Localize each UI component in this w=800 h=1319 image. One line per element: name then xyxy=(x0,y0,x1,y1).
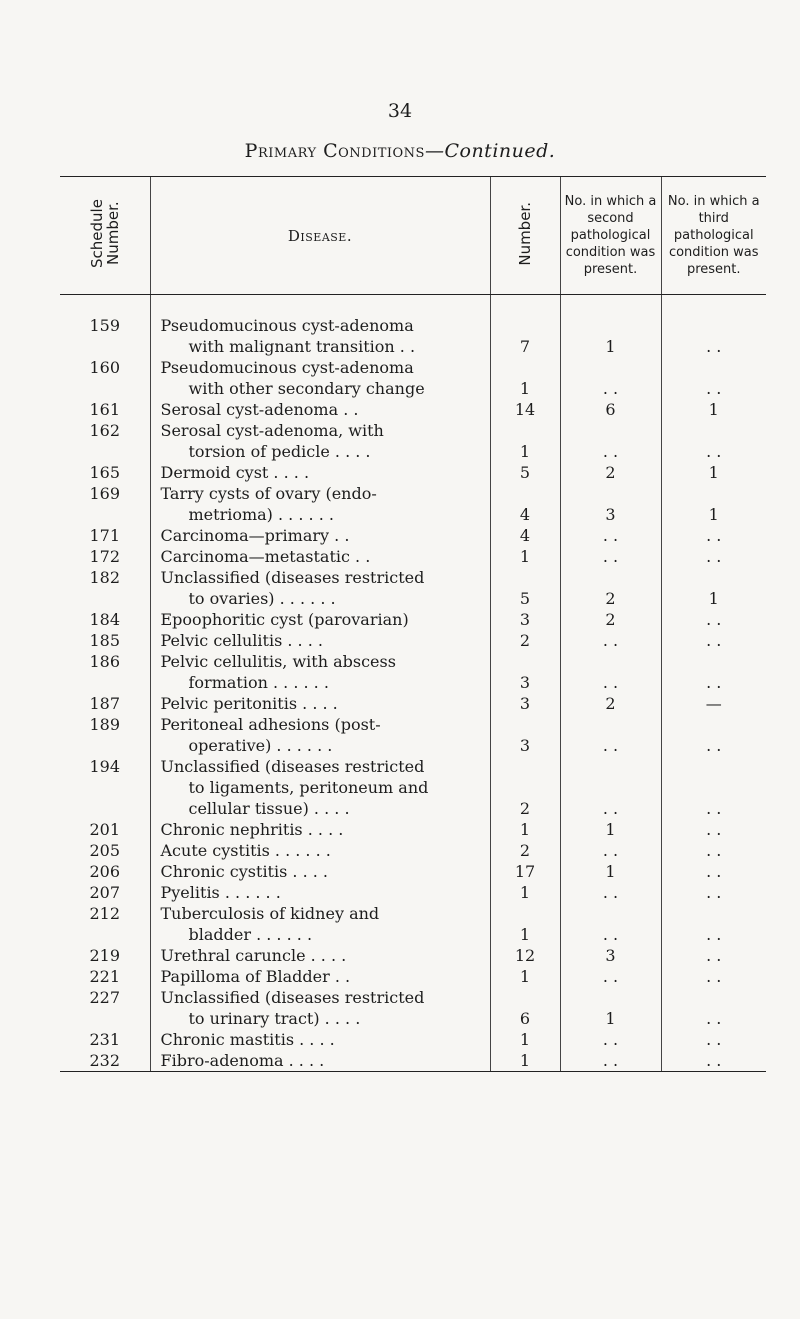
number-cell: 3 xyxy=(490,609,560,630)
number-cell: 1 xyxy=(490,1029,560,1050)
schedule-number-cell: 159 xyxy=(89,316,121,335)
number-cell: 14 xyxy=(490,399,560,420)
disease-line: Unclassified (diseases restricted xyxy=(160,568,425,587)
table-row xyxy=(60,483,766,525)
disease-cell xyxy=(150,903,490,945)
disease-line: bladder . . . . . . xyxy=(188,925,313,944)
third-condition-cell: 1 xyxy=(661,483,766,525)
third-condition-cell: . . xyxy=(661,1050,766,1072)
second-condition-cell: 3 xyxy=(560,945,661,966)
disease-line: Papilloma of Bladder . . xyxy=(160,967,351,986)
disease-cell xyxy=(150,567,490,609)
header-schedule-label: Schedule Number. xyxy=(87,199,122,268)
table-row xyxy=(60,819,766,840)
table-row xyxy=(60,630,766,651)
number-cell: 3 xyxy=(490,714,560,756)
header-third-label: No. in which a third pathological condition was present. xyxy=(667,194,760,277)
third-condition-cell: 1 xyxy=(661,399,766,420)
number-cell: 1 xyxy=(490,1050,560,1072)
disease-line: to urinary tract) . . . . xyxy=(188,1009,361,1028)
header-number-label: Number. xyxy=(516,201,534,266)
disease-cell xyxy=(150,609,490,630)
third-condition-cell: . . xyxy=(661,651,766,693)
second-condition-cell: . . xyxy=(560,651,661,693)
third-condition-cell: . . xyxy=(661,1029,766,1050)
third-condition-cell: . . xyxy=(661,295,766,358)
second-condition-cell: . . xyxy=(560,882,661,903)
schedule-number-cell: 207 xyxy=(89,883,121,902)
disease-line: Carcinoma—primary . . xyxy=(160,526,350,545)
table-row xyxy=(60,357,766,399)
third-condition-cell: . . xyxy=(661,756,766,819)
table-row xyxy=(60,903,766,945)
header-number xyxy=(490,177,560,295)
second-condition-cell: 2 xyxy=(560,462,661,483)
table-row xyxy=(60,945,766,966)
disease-cell xyxy=(150,1029,490,1050)
schedule-number-cell: 205 xyxy=(89,841,121,860)
number-cell: 17 xyxy=(490,861,560,882)
table-row xyxy=(60,756,766,819)
table-row xyxy=(60,882,766,903)
disease-cell xyxy=(150,966,490,987)
third-condition-cell: 1 xyxy=(661,567,766,609)
second-condition-cell: . . xyxy=(560,840,661,861)
disease-cell xyxy=(150,295,490,358)
number-cell: 1 xyxy=(490,966,560,987)
disease-line: torsion of pedicle . . . . xyxy=(188,442,371,461)
table-row xyxy=(60,693,766,714)
third-condition-cell: . . xyxy=(661,819,766,840)
table-row xyxy=(60,1050,766,1072)
number-cell: 2 xyxy=(490,630,560,651)
page-title xyxy=(0,140,800,162)
number-cell: 7 xyxy=(490,295,560,358)
number-cell: 1 xyxy=(490,357,560,399)
second-condition-cell: 1 xyxy=(560,819,661,840)
disease-line: Pelvic cellulitis, with abscess xyxy=(160,652,396,671)
number-cell: 5 xyxy=(490,567,560,609)
table-row xyxy=(60,966,766,987)
number-cell: 4 xyxy=(490,483,560,525)
header-schedule xyxy=(60,177,150,295)
schedule-number-cell: 161 xyxy=(89,400,121,419)
third-condition-cell: 1 xyxy=(661,462,766,483)
header-third xyxy=(661,177,766,295)
second-condition-cell: 1 xyxy=(560,861,661,882)
schedule-number-cell: 185 xyxy=(89,631,121,650)
disease-cell xyxy=(150,756,490,819)
disease-cell xyxy=(150,462,490,483)
table-row xyxy=(60,420,766,462)
disease-line: Epoophoritic cyst (parovarian) xyxy=(160,610,409,629)
schedule-number-cell: 165 xyxy=(89,463,121,482)
table-row xyxy=(60,567,766,609)
second-condition-cell: 2 xyxy=(560,693,661,714)
third-condition-cell: . . xyxy=(661,945,766,966)
third-condition-cell: . . xyxy=(661,420,766,462)
number-cell: 1 xyxy=(490,882,560,903)
disease-cell xyxy=(150,630,490,651)
third-condition-cell: . . xyxy=(661,525,766,546)
schedule-number-cell: 232 xyxy=(60,1050,150,1072)
second-condition-cell: . . xyxy=(560,966,661,987)
title-main: Primary Conditions xyxy=(244,140,425,162)
number-cell: 2 xyxy=(490,756,560,819)
schedule-number-cell: 231 xyxy=(89,1030,121,1049)
schedule-number-cell: 184 xyxy=(89,610,121,629)
second-condition-cell: . . xyxy=(560,630,661,651)
disease-line: Pelvic cellulitis . . . . xyxy=(160,631,323,650)
disease-cell xyxy=(150,987,490,1029)
disease-line: Peritoneal adhesions (post- xyxy=(160,715,381,734)
schedule-number-cell: 182 xyxy=(89,568,121,587)
table-row xyxy=(60,295,766,358)
second-condition-cell: . . xyxy=(560,1029,661,1050)
number-cell: 6 xyxy=(490,987,560,1029)
disease-line: Chronic nephritis . . . . xyxy=(160,820,344,839)
disease-line: Chronic cystitis . . . . xyxy=(160,862,328,881)
disease-cell xyxy=(150,399,490,420)
second-condition-cell: . . xyxy=(560,525,661,546)
schedule-number-cell: 160 xyxy=(89,358,121,377)
disease-line: operative) . . . . . . xyxy=(188,736,333,755)
number-cell: 3 xyxy=(490,693,560,714)
second-condition-cell: . . xyxy=(560,1050,661,1072)
header-second-label: No. in which a second pathological condition was present. xyxy=(564,194,657,277)
number-cell: 4 xyxy=(490,525,560,546)
table-row xyxy=(60,714,766,756)
table-row xyxy=(60,609,766,630)
disease-line: to ovaries) . . . . . . xyxy=(188,589,336,608)
disease-line: Pseudomucinous cyst-adenoma xyxy=(160,316,414,335)
second-condition-cell: 1 xyxy=(560,987,661,1029)
number-cell: 1 xyxy=(490,420,560,462)
table-row xyxy=(60,546,766,567)
second-condition-cell: 1 xyxy=(560,295,661,358)
table-row xyxy=(60,840,766,861)
table-row xyxy=(60,1029,766,1050)
disease-line: to ligaments, peritoneum and xyxy=(188,778,429,797)
disease-line: Tarry cysts of ovary (endo- xyxy=(160,484,377,503)
disease-cell xyxy=(150,420,490,462)
table-row xyxy=(60,525,766,546)
schedule-number-cell: 221 xyxy=(89,967,121,986)
second-condition-cell: . . xyxy=(560,903,661,945)
disease-line: metrioma) . . . . . . xyxy=(188,505,334,524)
disease-cell xyxy=(150,882,490,903)
number-cell: 1 xyxy=(490,903,560,945)
header-disease xyxy=(150,177,490,295)
disease-line: Pseudomucinous cyst-adenoma xyxy=(160,358,414,377)
disease-cell xyxy=(150,546,490,567)
schedule-number-cell: 171 xyxy=(89,526,121,545)
schedule-number-cell: 187 xyxy=(89,694,121,713)
second-condition-cell: 2 xyxy=(560,567,661,609)
third-condition-cell: . . xyxy=(661,840,766,861)
disease-cell xyxy=(150,357,490,399)
second-condition-cell: 6 xyxy=(560,399,661,420)
disease-cell xyxy=(150,861,490,882)
header-disease-label: Disease. xyxy=(287,227,353,245)
disease-line: cellular tissue) . . . . xyxy=(188,799,350,818)
disease-cell xyxy=(150,714,490,756)
disease-cell xyxy=(150,1050,490,1072)
disease-line: Tuberculosis of kidney and xyxy=(160,904,380,923)
disease-cell xyxy=(150,840,490,861)
disease-line: Urethral caruncle . . . . xyxy=(160,946,347,965)
third-condition-cell: . . xyxy=(661,546,766,567)
header-second xyxy=(560,177,661,295)
disease-cell xyxy=(150,483,490,525)
second-condition-cell: 2 xyxy=(560,609,661,630)
number-cell: 1 xyxy=(490,819,560,840)
title-continued: —Continued. xyxy=(424,140,556,162)
third-condition-cell: . . xyxy=(661,882,766,903)
disease-cell xyxy=(150,819,490,840)
table-row xyxy=(60,651,766,693)
disease-line: Unclassified (diseases restricted xyxy=(160,988,425,1007)
schedule-number-cell: 189 xyxy=(89,715,121,734)
second-condition-cell: . . xyxy=(560,714,661,756)
disease-line: Unclassified (diseases restricted xyxy=(160,757,425,776)
second-condition-cell: . . xyxy=(560,420,661,462)
third-condition-cell: — xyxy=(661,693,766,714)
third-condition-cell: . . xyxy=(661,630,766,651)
disease-line: Acute cystitis . . . . . . xyxy=(160,841,331,860)
disease-line: Serosal cyst-adenoma, with xyxy=(160,421,384,440)
number-cell: 1 xyxy=(490,546,560,567)
disease-line: Serosal cyst-adenoma . . xyxy=(160,400,359,419)
third-condition-cell: . . xyxy=(661,966,766,987)
second-condition-cell: 3 xyxy=(560,483,661,525)
disease-cell xyxy=(150,525,490,546)
third-condition-cell: . . xyxy=(661,714,766,756)
schedule-number-cell: 162 xyxy=(89,421,121,440)
schedule-number-cell: 201 xyxy=(89,820,121,839)
schedule-number-cell: 206 xyxy=(89,862,121,881)
page-number: 34 xyxy=(387,100,413,122)
number-cell: 2 xyxy=(490,840,560,861)
disease-line: Pyelitis . . . . . . xyxy=(160,883,281,902)
third-condition-cell: . . xyxy=(661,357,766,399)
schedule-number-cell: 194 xyxy=(89,757,121,776)
table-row xyxy=(60,861,766,882)
schedule-number-cell: 219 xyxy=(89,946,121,965)
table-row xyxy=(60,399,766,420)
second-condition-cell: . . xyxy=(560,546,661,567)
disease-line: Chronic mastitis . . . . xyxy=(160,1030,335,1049)
third-condition-cell: . . xyxy=(661,861,766,882)
number-cell: 3 xyxy=(490,651,560,693)
disease-cell xyxy=(150,693,490,714)
schedule-number-cell: 172 xyxy=(89,547,121,566)
schedule-number-cell: 186 xyxy=(89,652,121,671)
disease-line: with malignant transition . . xyxy=(188,337,416,356)
disease-line: formation . . . . . . xyxy=(188,673,329,692)
schedule-number-cell: 227 xyxy=(89,988,121,1007)
conditions-table xyxy=(60,176,766,1072)
table-header-row xyxy=(60,177,766,295)
number-cell: 12 xyxy=(490,945,560,966)
disease-line: Fibro-adenoma . . . . xyxy=(160,1051,325,1070)
disease-line: Pelvic peritonitis . . . . xyxy=(160,694,338,713)
disease-line: with other secondary change xyxy=(188,379,425,398)
third-condition-cell: . . xyxy=(661,609,766,630)
disease-line: Dermoid cyst . . . . xyxy=(160,463,310,482)
third-condition-cell: . . xyxy=(661,903,766,945)
disease-cell xyxy=(150,651,490,693)
schedule-number-cell: 212 xyxy=(89,904,121,923)
schedule-number-cell: 169 xyxy=(89,484,121,503)
number-cell: 5 xyxy=(490,462,560,483)
disease-line: Carcinoma—metastatic . . xyxy=(160,547,371,566)
third-condition-cell: . . xyxy=(661,987,766,1029)
disease-cell xyxy=(150,945,490,966)
conditions-table-wrap xyxy=(60,176,766,1072)
second-condition-cell: . . xyxy=(560,357,661,399)
table-row xyxy=(60,987,766,1029)
second-condition-cell: . . xyxy=(560,756,661,819)
table-row xyxy=(60,462,766,483)
